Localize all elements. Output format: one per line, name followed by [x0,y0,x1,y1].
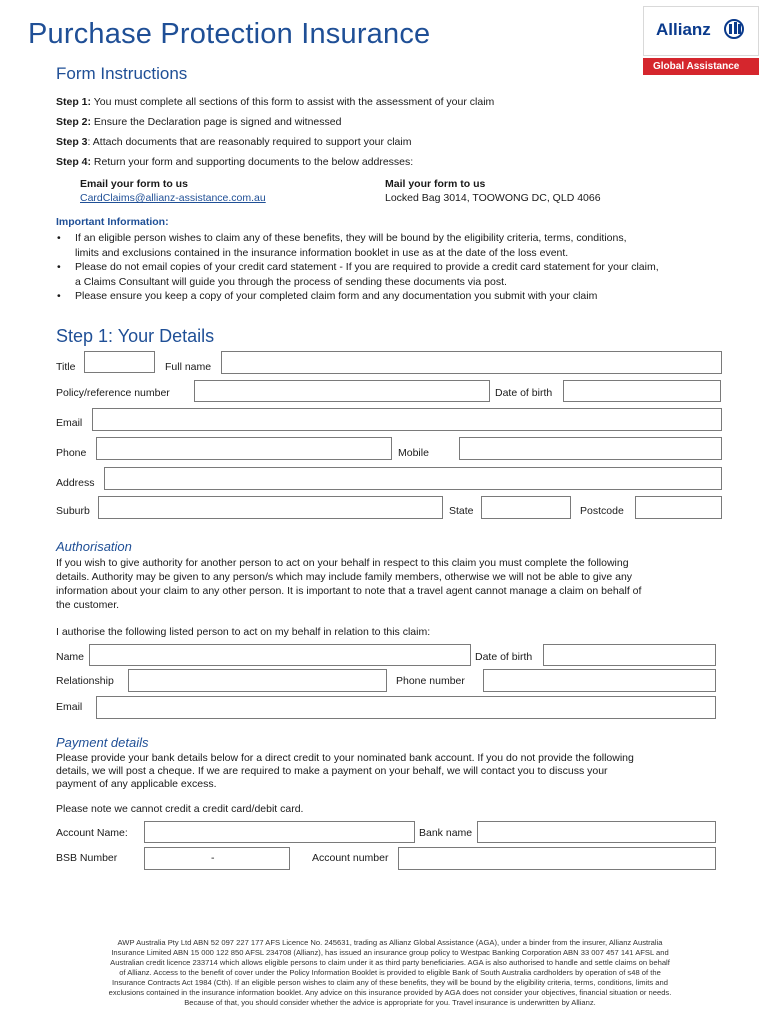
bullet-icon: • [57,232,61,244]
account-number-label: Account number [312,852,389,864]
title-label: Title [56,361,76,373]
account-name-label: Account Name: [56,827,128,839]
step-1-line: Step 1: You must complete all sections of this form to assist with the assessment of your claim [56,96,495,108]
payment-paragraph: Please provide your bank details below for a direct credit to your nominated bank account. If you do not provide the following details, we will post a cheque. If we are required to make a payment on your behalf, we will contact you to discuss your payment of any applicable excess. [56,752,634,790]
bank-name-label: Bank name [419,827,473,839]
relationship-label: Relationship [56,675,114,687]
postcode-label: Postcode [580,505,624,517]
suburb-field[interactable] [98,496,443,519]
address-label: Address [56,477,95,489]
title-field[interactable] [84,351,155,373]
page-title: Purchase Protection Insurance [28,18,431,50]
info-bullet-3: • Please ensure you keep a copy of your completed claim form and any documentation you submit with your claim [57,290,598,302]
mail-address: Locked Bag 3014, TOOWONG DC, QLD 4066 [385,192,601,204]
bullet-icon: • [57,261,61,273]
auth-phone-label: Phone number [396,675,465,687]
step1-heading: Step 1: Your Details [56,326,215,346]
important-heading: Important Information: [56,216,169,228]
authorisation-statement: I authorise the following listed person to act on my behalf in relation to this claim: [56,626,431,638]
postcode-field[interactable] [635,496,722,519]
dob-label: Date of birth [495,387,553,399]
full-name-field[interactable] [221,351,722,374]
full-name-label: Full name [165,361,212,373]
legal-footer: AWP Australia Pty Ltd ABN 52 097 227 177 AFS Licence No. 245631, trading as Allianz Global Assistance (AGA), under a binder from the insurer, Allianz Australia Insurance Limited ABN 15 000 122 850 AFSL 234708 (Allianz), has issued an insurance group policy to Westpac Banking Corporation ABN 33 007 457 141 AFSL and Australian credit licence 233714 which allows eligible persons to claim under it as third party beneficiaries. AGA is also authorised to handle and settle claims on behalf of Allianz. Access to the benefit of cover under the Policy Information Booklet is provided to eligible Bank of South Australia cardholders by operation of s48 of the Insurance Contracts Act 1984 (Cth). If an eligible person wishes to claim any of these benefits, they will be bound by the eligibility criteria, terms, conditions, limits and exclusions contained in the insurance information booklet. Any advice on this insurance provided by AGA does not consider your objectives, financial situation or needs. Because of that, you should consider whether the advice is appropriate for you. Travel insurance is underwritten by Allianz. [108,938,672,1007]
phone-label: Phone [56,447,87,459]
auth-name-field[interactable] [89,644,471,666]
instructions-heading: Form Instructions [56,64,188,83]
auth-email-field[interactable] [96,696,716,719]
authorisation-paragraph: If you wish to give authority for another person to act on your behalf in respect to this claim you must complete the following details. Authority may be given to any person/s which may include family members, otherwise we will not be able to give any information about your claim to any other person. It is important to note that a travel agent cannot manage a claim on behalf of the customer. [56,557,642,611]
bsb-field[interactable] [144,847,290,870]
mobile-field[interactable] [459,437,722,460]
policy-field[interactable] [194,380,490,402]
step-2-line: Step 2: Ensure the Declaration page is signed and witnessed [56,116,342,128]
auth-phone-field[interactable] [483,669,716,692]
step-4-line: Step 4: Return your form and supporting documents to the below addresses: [56,156,414,168]
relationship-field[interactable] [128,669,387,692]
state-label: State [449,505,474,517]
bsb-label: BSB Number [56,852,118,864]
auth-dob-field[interactable] [543,644,716,666]
bank-name-field[interactable] [477,821,716,843]
auth-dob-label: Date of birth [475,651,533,663]
bullet-icon: • [57,290,61,302]
payment-note: Please note we cannot credit a credit card/debit card. [56,803,304,815]
mobile-label: Mobile [398,447,429,459]
address-field[interactable] [104,467,722,490]
logo-tagline: Global Assistance [643,58,759,75]
phone-field[interactable] [96,437,392,460]
payment-heading: Payment details [56,735,149,750]
info-bullet-2: • Please do not email copies of your credit card statement - If you are required to provide a credit card statement for your claim, a Claims Consultant will guide you through the process of sending these documents via post. [57,261,659,288]
email-heading: Email your form to us [80,178,188,190]
allianz-logo [643,6,759,75]
allianz-eagle-icon [724,19,744,39]
mail-heading: Mail your form to us [385,178,486,190]
auth-name-label: Name [56,651,85,663]
email-label: Email [56,417,83,429]
policy-label: Policy/reference number [56,387,170,399]
email-field[interactable] [92,408,722,431]
step-3-line: Step 3: Attach documents that are reasonably required to support your claim [56,136,412,148]
logo-brand: Allianz [656,20,711,39]
auth-email-label: Email [56,701,83,713]
email-link[interactable]: CardClaims@allianz-assistance.com.au [80,192,266,204]
account-name-field[interactable] [144,821,415,843]
dob-field[interactable] [563,380,721,402]
authorisation-heading: Authorisation [56,539,132,554]
suburb-label: Suburb [56,505,90,517]
state-field[interactable] [481,496,571,519]
info-bullet-1: • If an eligible person wishes to claim any of these benefits, they will be bound by the eligibility criteria, terms, conditions, limits and exclusions contained in the insurance information booklet in use as at the date of the loss event. [57,232,627,259]
bsb-separator: - [211,852,215,864]
account-number-field[interactable] [398,847,716,870]
